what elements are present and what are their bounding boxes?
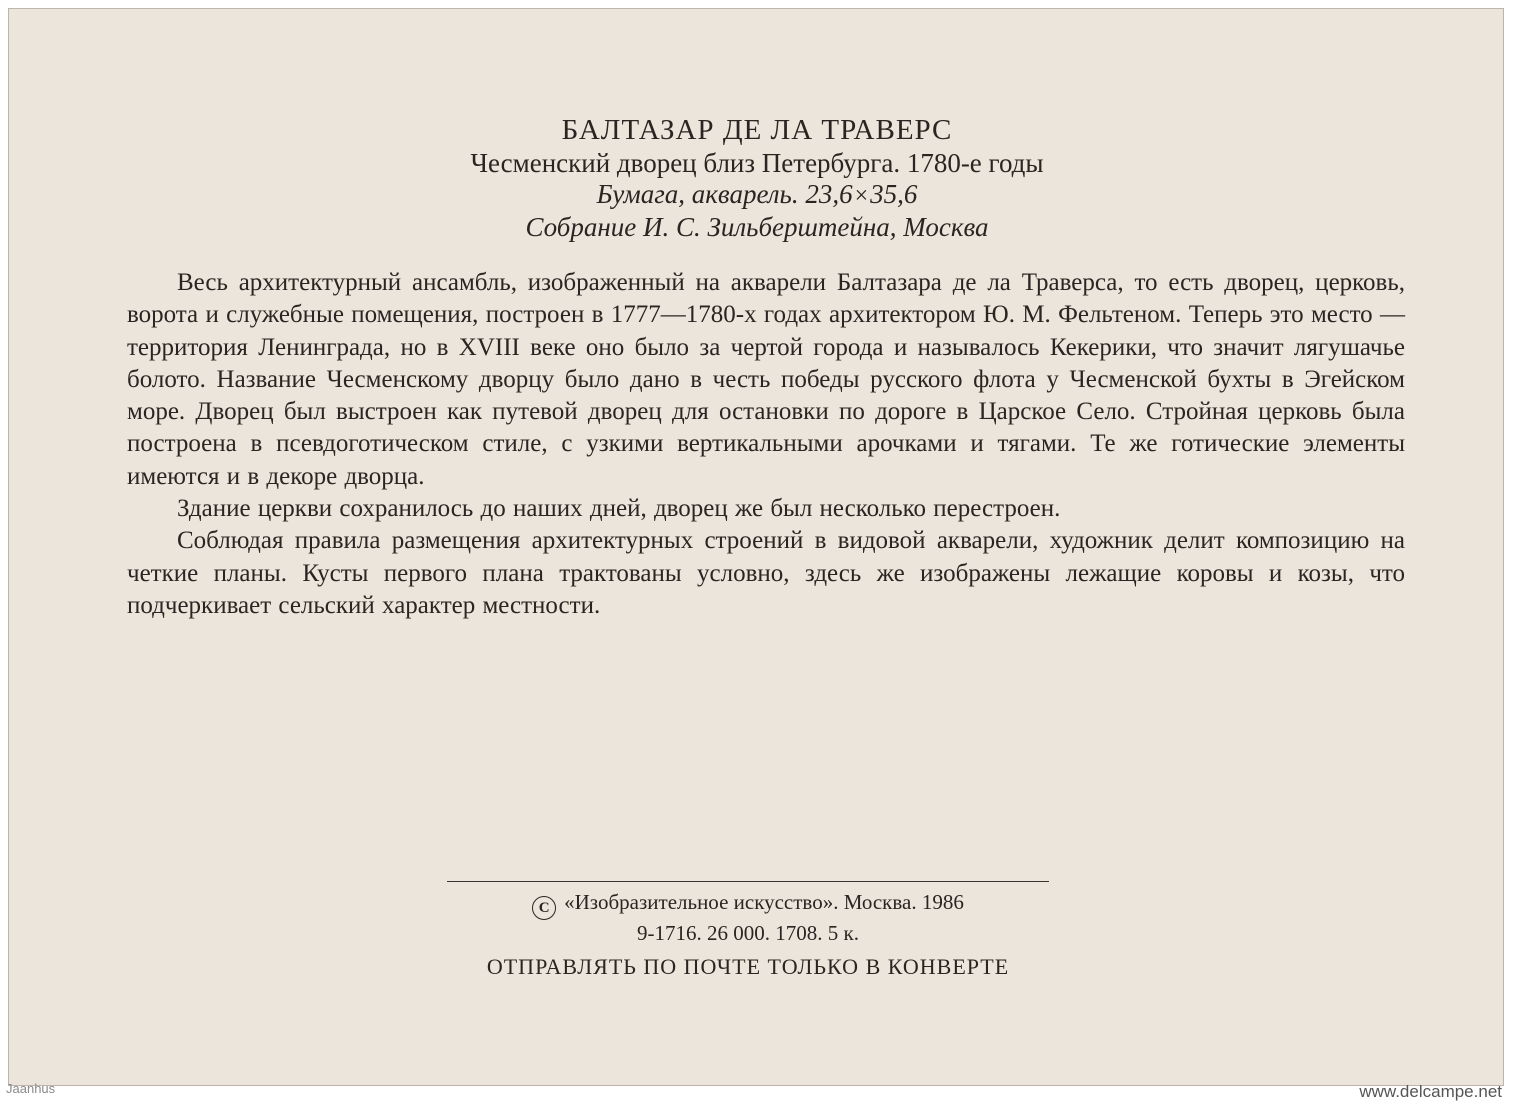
publisher-line: «Изобразительное искусство». Москва. 1986 — [564, 890, 964, 914]
mail-instruction: ОТПРАВЛЯТЬ ПО ПОЧТЕ ТОЛЬКО В КОНВЕРТЕ — [486, 954, 1010, 979]
artwork-title: Чесменский дворец близ Петербурга. 1780-е годы — [470, 148, 1044, 178]
artwork-medium — [9, 179, 1505, 212]
imprint-divider — [447, 881, 1049, 882]
dimensions-times-sign: × — [854, 183, 869, 209]
artwork-collection: Собрание И. С. Зильберштейна, Москва — [525, 212, 989, 242]
postcard-back — [8, 8, 1504, 1086]
description-paragraph: Соблюдая правила размещения архитектурных строений в видовой акварели, художник делит композицию на четкие планы. Кусты первого плана трактованы условно, здесь же изображены лежащие коровы и козы, что подчеркивает сельский характер местности. — [127, 527, 1405, 619]
print-code-line: 9-1716. 26 000. 1708. 5 к. — [637, 921, 859, 945]
dimensions-rest: 35,6 — [870, 179, 918, 209]
watermark-right: www.delcampe.net — [1359, 1082, 1502, 1101]
artist-name: БАЛТАЗАР ДЕ ЛА ТРАВЕРС — [561, 114, 953, 146]
publisher-line-row — [447, 889, 1049, 920]
watermark-left: Jaanhus — [6, 1081, 56, 1096]
copyright-icon: C — [532, 896, 556, 920]
caption-header — [9, 113, 1505, 243]
medium-text: Бумага, акварель. 23,6 — [596, 179, 853, 209]
description-paragraph: Весь архитектурный ансамбль, изображенный на акварели Балтазара де ла Траверса, то есть дворец, церковь, ворота и служебные помещения, построен в 1777—1780-х годах архитектором Ю. М. Фельтеном. Теперь это место — территория Ленинграда, но в XVIII веке оно было за чертой города и называлось Кекерики, что значит лягушачье болото. Название Чесменскому дворцу было дано в честь победы русского флота у Чесменской бухты в Эгейском море. Дворец был выстроен как путевой дворец для остановки по дороге в Царское Село. Стройная церковь была построена в псевдоготическом стиле, с узкими вертикальными арочками и тягами. Те же готические элементы имеются и в декоре дворца. — [127, 269, 1405, 490]
publisher-imprint — [447, 889, 1049, 947]
description-paragraph: Здание церкви сохранилось до наших дней, дворец же был несколько перестроен. — [177, 495, 1061, 523]
description-text — [127, 267, 1405, 622]
